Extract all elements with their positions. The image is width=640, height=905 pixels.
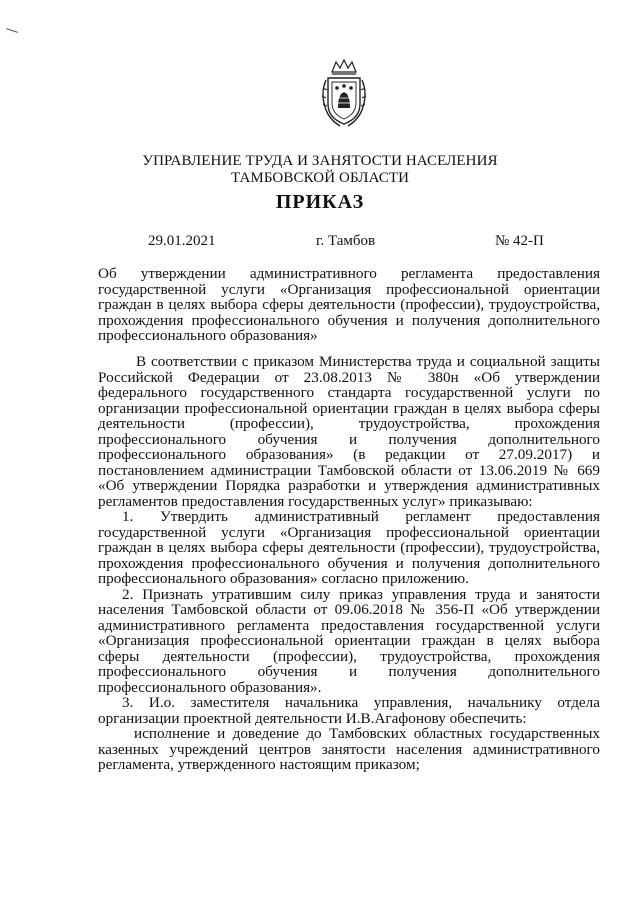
document-type-title: ПРИКАЗ <box>275 191 365 213</box>
organization-name-line1: УПРАВЛЕНИЕ ТРУДА И ЗАНЯТОСТИ НАСЕЛЕНИЯ <box>142 153 498 169</box>
scan-mark <box>6 28 18 33</box>
document-city: г. Тамбов <box>316 233 376 249</box>
coat-of-arms-emblem <box>318 58 370 128</box>
document-body <box>98 354 600 773</box>
order-item-1: 1. Утвердить административный регламент предоставления государственной услуги «Организация профессиональной ориентации граждан в целях выбора сферы деятельности (профессии), трудоустройства, прохождения профессионального обучения и получения дополнительного профессионального образования» согласно приложению. <box>98 508 600 587</box>
document-number: № 42-П <box>495 233 544 249</box>
order-item-2: 2. Признать утратившим силу приказ управления труда и занятости населения Тамбовской области от 09.06.2018 № 356-П «Об утверждении административного регламента предоставления государственной услуги «Организация профессиональной ориентации граждан в целях выбора сферы деятельности (профессии), трудоустройства, прохождения профессионального обучения и получения дополнительного профессионального образования». <box>98 585 600 696</box>
document-subject: Об утверждении административного регламента предоставления государственной услуги «Организация профессиональной ориентации граждан в целях выбора сферы деятельности (профессии), трудоустройства, прохождения профессионального обучения и получения дополнительного профессионального образования» <box>98 265 600 344</box>
organization-name-line2: ТАМБОВСКОЙ ОБЛАСТИ <box>230 170 410 186</box>
document-date: 29.01.2021 <box>148 233 216 249</box>
preamble-paragraph: В соответствии с приказом Министерства труда и социальной защиты Российской Федерации от 23.08.2013 № 380н «Об утверждении федерального государственного стандарта государственной услуги по организации профессиональной ориентации граждан в целях выбора сферы деятельности (профессии), трудоустройства, прохождения профессионального обучения и получения дополнительного профессионального образования» (в редакции от 27.09.2017) и постановлением администрации Тамбовской области от 13.06.2019 № 669 «Об утверждении Порядка разработки и утверждения административных регламентов предоставления государственных услуг» приказываю: <box>98 353 600 510</box>
order-item-3: 3. И.о. заместителя начальника управления, начальнику отдела организации проектной деятельности И.В.Агафонову обеспечить: <box>98 694 600 727</box>
order-item-3-subitem: исполнение и доведение до Тамбовских областных государственных казенных учреждений центров занятости населения административного регламента, утвержденного настоящим приказом; <box>98 725 600 773</box>
